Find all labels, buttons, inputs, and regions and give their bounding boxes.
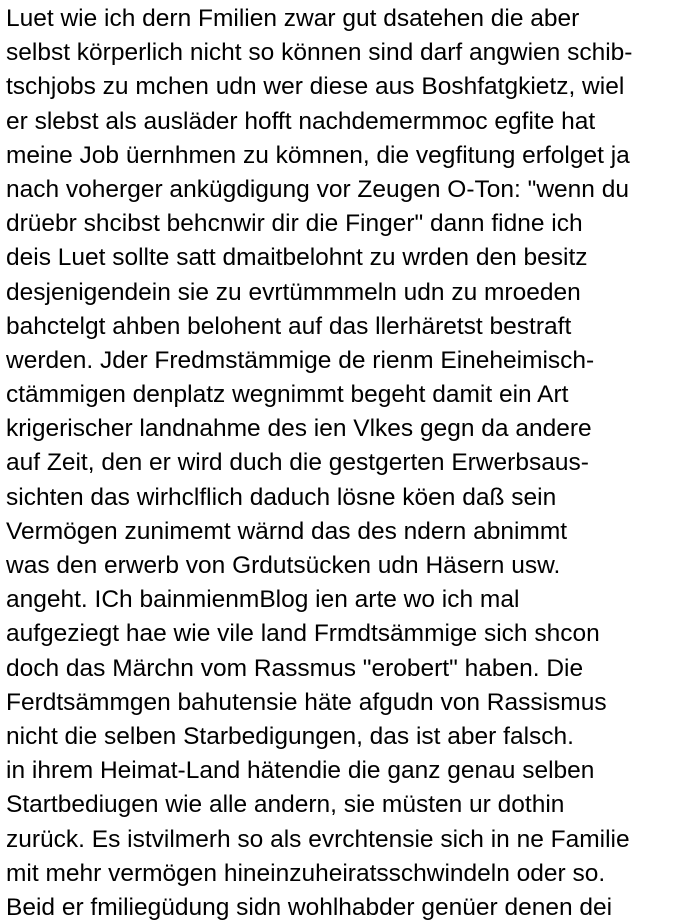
text-line: nicht die selben Starbedigungen, das ist aber falsch. [6,722,574,750]
text-line: aufgeziegt hae wie vile land Frmdtsämmige sich shcon [6,620,600,648]
text-line: Beid er fmiliegüdung sidn wohlhabder genüer denen dei [6,893,613,920]
text-line: Ferdtsämmgen bahutensie häte afgudn von Rassismus [6,688,607,716]
text-line: Startbediugen wie alle andern, sie müsten ur dothin [6,791,565,819]
text-line: krigerischer landnahme des ien Vlkes gegn da andere [6,415,592,443]
text-line: was den erwerb von Grdutsücken udn Häsern usw. [6,552,561,579]
text-line: tschjobs zu mchen udn wer diese aus Boshfatgkietz, wiel [6,73,625,101]
text-line: doch das Märchn vom Rassmus "erobert" haben. Die [6,654,584,682]
text-line: bahctelgt ahben belohent auf das llerhäretst bestraft [6,312,572,340]
text-line: selbst körperlich nicht so können sind darf angwien schib- [6,39,633,67]
text-line: auf Zeit, den er wird duch die gestgerten Erwerbsaus- [6,449,589,477]
text-line: Vermögen zunimemt wärnd das des ndern abnimmt [6,517,568,545]
text-line: zurück. Es istvilmerh so als evrchtensie sich in ne Familie [6,825,630,853]
text-line: werden. Jder Fredmstämmige de rienm Eineheimisch- [6,346,595,374]
text-line: angeht. ICh bainmienmBlog ien arte wo ich mal [6,586,520,614]
text-line: nach voherger ankügdigung vor Zeugen O-Ton: "wenn du [6,175,629,203]
body-text [6,2,684,920]
text-line: meine Job üernhmen zu kömnen, die vegfitung erfolget ja [6,141,630,169]
text-line: desjenigendein sie zu evrtümmmeln udn zu mroeden [6,278,581,306]
text-line: deis Luet sollte satt dmaitbelohnt zu wrden den besitz [6,244,588,272]
text-line: in ihrem Heimat-Land hätendie die ganz genau selben [6,757,595,785]
text-line: mit mehr vermögen hineinzuheiratsschwindeln oder so. [6,859,606,887]
text-line: er slebst als ausläder hofft nachdemermmoc egfite hat [6,107,596,135]
text-line: sichten das wirhclflich daduch lösne köen daß sein [6,483,557,511]
text-line: drüebr shcibst behcnwir dir die Finger" dann fidne ich [6,210,583,238]
text-line: ctämmigen denplatz wegnimmt begeht damit ein Art [6,381,569,409]
text-line: Luet wie ich dern Fmilien zwar gut dsatehen die aber [6,5,580,32]
